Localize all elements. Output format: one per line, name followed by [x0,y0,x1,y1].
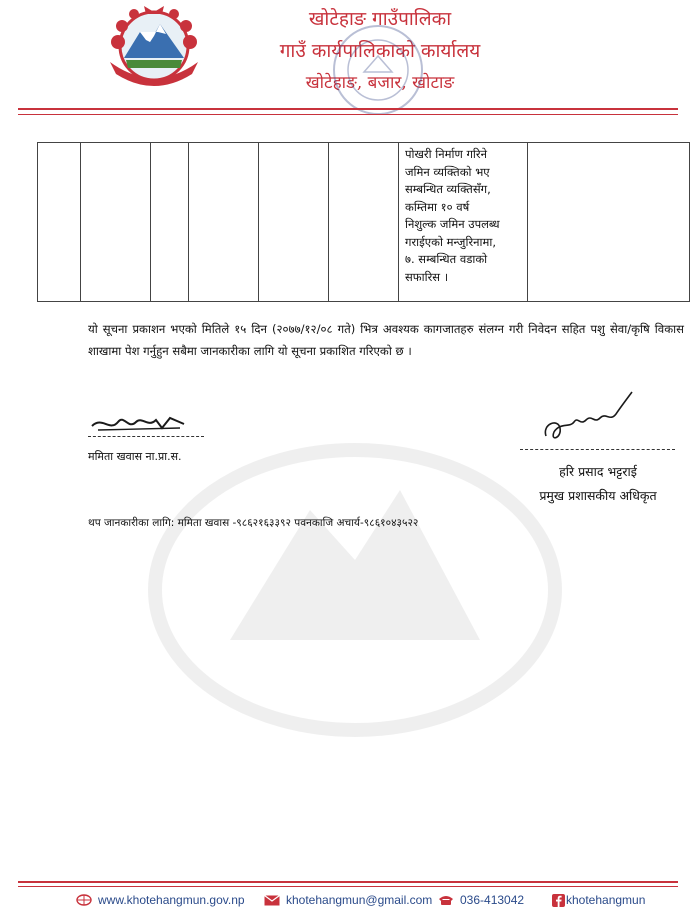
signature-line-right [520,449,675,450]
nepal-emblem-icon [100,2,208,88]
footer-rule-thin [18,886,678,887]
requirement-line: गराईएको मन्जुरिनामा, [405,234,497,249]
footer-phone[interactable] [438,893,524,907]
right-signature [540,388,636,448]
footer-website[interactable] [76,893,245,907]
header-rule-thin [18,114,678,115]
requirements-table [37,142,690,302]
notice-paragraph: यो सूचना प्रकाशन भएको मितिले १५ दिन (२०७७/१२/०८ गते) भित्र अवश्यक कागजातहरु संलग्न गरी निवेदन सहित पशु सेवा/कृषि विकास शाखामा पेश गर्नुहुन सबैमा जानकारीका लागि यो सूचना प्रकाशित गरिएको छ । [88,322,684,358]
facebook-icon [552,894,565,907]
table-cell [151,143,189,302]
phone-icon [438,894,454,906]
office-address-line: खोटेहाङ, बजार, खोटाङ [305,73,455,93]
contact-info: थप जानकारीका लागि: ममिता खवास -९८६२१६३३९२ पवनकाजि अचार्य-९८६१०४३५२२ [88,517,419,529]
right-signatory-title: प्रमुख प्रशासकीय अधिकृत [539,488,657,503]
email-link[interactable]: khotehangmun@gmail.com [286,893,433,907]
office-name-line1: खोटेहाङ गाउँपालिका [308,8,452,30]
phone-number[interactable]: 036-413042 [460,893,525,907]
footer-email[interactable] [264,893,432,907]
requirement-line: सम्बन्धित व्यक्तिसँग, [405,182,491,196]
table-cell [81,143,151,302]
globe-icon [76,894,92,906]
requirement-line: पोखरी निर्माण गरिने [405,147,487,161]
left-signatory-name: ममिता खवास ना.प्रा.स. [88,450,182,463]
website-link[interactable]: www.khotehangmun.gov.np [98,893,245,907]
office-name-line2: गाउँ कार्यपालिकाको कार्यालय [279,40,481,62]
table-cell [189,143,259,302]
table-cell [329,143,399,302]
signature-scribble-icon [540,388,636,444]
right-signatory-block [518,460,678,508]
requirement-line: कम्तिमा १० वर्ष [405,199,470,214]
requirement-line: जमिन व्यक्तिको भए [405,164,490,179]
left-signature [88,410,188,436]
facebook-handle[interactable]: khotehangmun [566,893,646,907]
table-cell [259,143,329,302]
requirement-line: ७. सम्बन्धित वडाको [405,252,488,266]
letterhead [0,0,699,120]
office-stamp-icon [330,22,426,118]
table-cell [38,143,81,302]
envelope-icon [264,895,280,906]
footer-rule [18,881,678,883]
table-row [38,143,690,302]
footer [76,893,676,909]
table-cell [528,143,690,302]
footer-facebook[interactable] [552,893,645,907]
signature-line-left [88,436,204,437]
right-signatory-name: हरि प्रसाद भट्टराई [559,464,637,479]
requirement-line: सफारिस । [405,269,449,284]
watermark-emblem-icon [140,420,570,740]
requirements-cell [399,143,528,302]
signature-scribble-icon [88,410,188,436]
header-rule [18,108,678,110]
requirement-line: निशुल्क जमिन उपलब्ध [405,217,500,231]
